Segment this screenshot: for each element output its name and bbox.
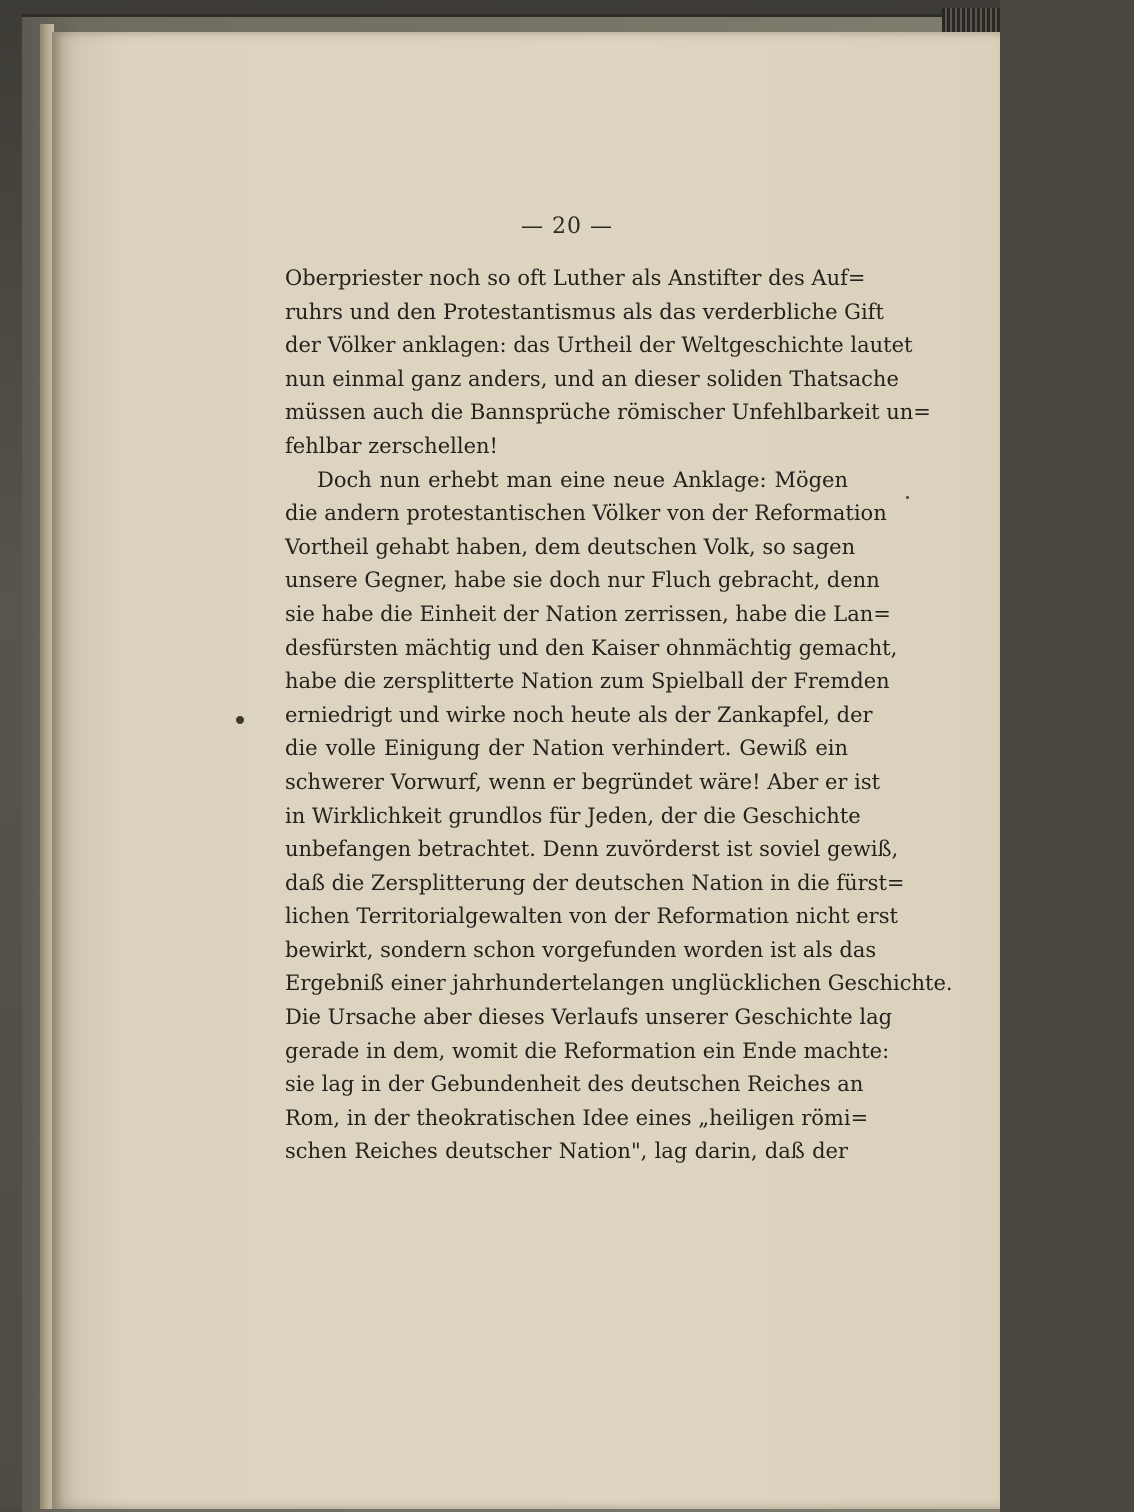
text-line: unsere Gegner, habe sie doch nur Fluch gebracht, denn: [285, 568, 880, 593]
text-line: Doch nun erhebt man eine neue Anklage: Mögen: [317, 467, 848, 492]
margin-ink-mark: [236, 716, 244, 724]
text-line: daß die Zersplitterung der deutschen Nation in die fürst=: [285, 870, 905, 895]
text-line: Rom, in der theokratischen Idee eines „heiligen römi=: [285, 1105, 869, 1130]
text-line: müssen auch die Bannsprüche römischer Unfehlbarkeit un=: [285, 400, 931, 425]
text-line: Ergebniß einer jahrhundertelangen unglücklichen Geschichte.: [285, 971, 953, 996]
text-line: gerade in dem, womit die Reformation ein Ende machte:: [285, 1038, 890, 1063]
text-line: schen Reiches deutscher Nation", lag darin, daß der: [285, 1139, 848, 1164]
text-line: desfürsten mächtig und den Kaiser ohnmächtig gemacht,: [285, 635, 898, 660]
text-line: die volle Einigung der Nation verhindert. Gewiß ein: [285, 736, 848, 761]
text-line: in Wirklichkeit grundlos für Jeden, der die Geschichte: [285, 803, 861, 828]
text-line: schwerer Vorwurf, wenn er begründet wäre! Aber er ist: [285, 769, 881, 794]
text-line: nun einmal ganz anders, und an dieser soliden Thatsache: [285, 366, 899, 391]
text-line: bewirkt, sondern schon vorgefunden worden ist als das: [285, 937, 877, 962]
text-line: Vortheil gehabt haben, dem deutschen Volk, so sagen: [285, 534, 856, 559]
cover-edge-texture: [942, 8, 1000, 34]
text-line: ruhrs und den Protestantismus als das verderbliche Gift: [285, 299, 884, 324]
text-line: der Völker anklagen: das Urtheil der Weltgeschichte lautet: [285, 333, 913, 358]
text-line: habe die zersplitterte Nation zum Spielball der Fremden: [285, 669, 890, 694]
page-number: — 20 —: [521, 214, 613, 239]
text-line: fehlbar zerschellen!: [285, 433, 498, 458]
body-text: [285, 262, 953, 1169]
text-line: erniedrigt und wirke noch heute als der Zankapfel, der: [285, 702, 873, 727]
text-line: sie lag in der Gebundenheit des deutschen Reiches an: [285, 1072, 864, 1097]
text-line: lichen Territorialgewalten von der Reformation nicht erst: [285, 904, 898, 929]
text-line: die andern protestantischen Völker von der Reformation: [285, 501, 887, 526]
paper-speck: [906, 496, 909, 499]
text-line: Oberpriester noch so oft Luther als Anstifter des Auf=: [285, 266, 866, 290]
text-line: sie habe die Einheit der Nation zerrissen, habe die Lan=: [285, 601, 891, 626]
text-line: Die Ursache aber dieses Verlaufs unserer Geschichte lag: [285, 1005, 893, 1030]
text-line: unbefangen betrachtet. Denn zuvörderst ist soviel gewiß,: [285, 837, 899, 862]
